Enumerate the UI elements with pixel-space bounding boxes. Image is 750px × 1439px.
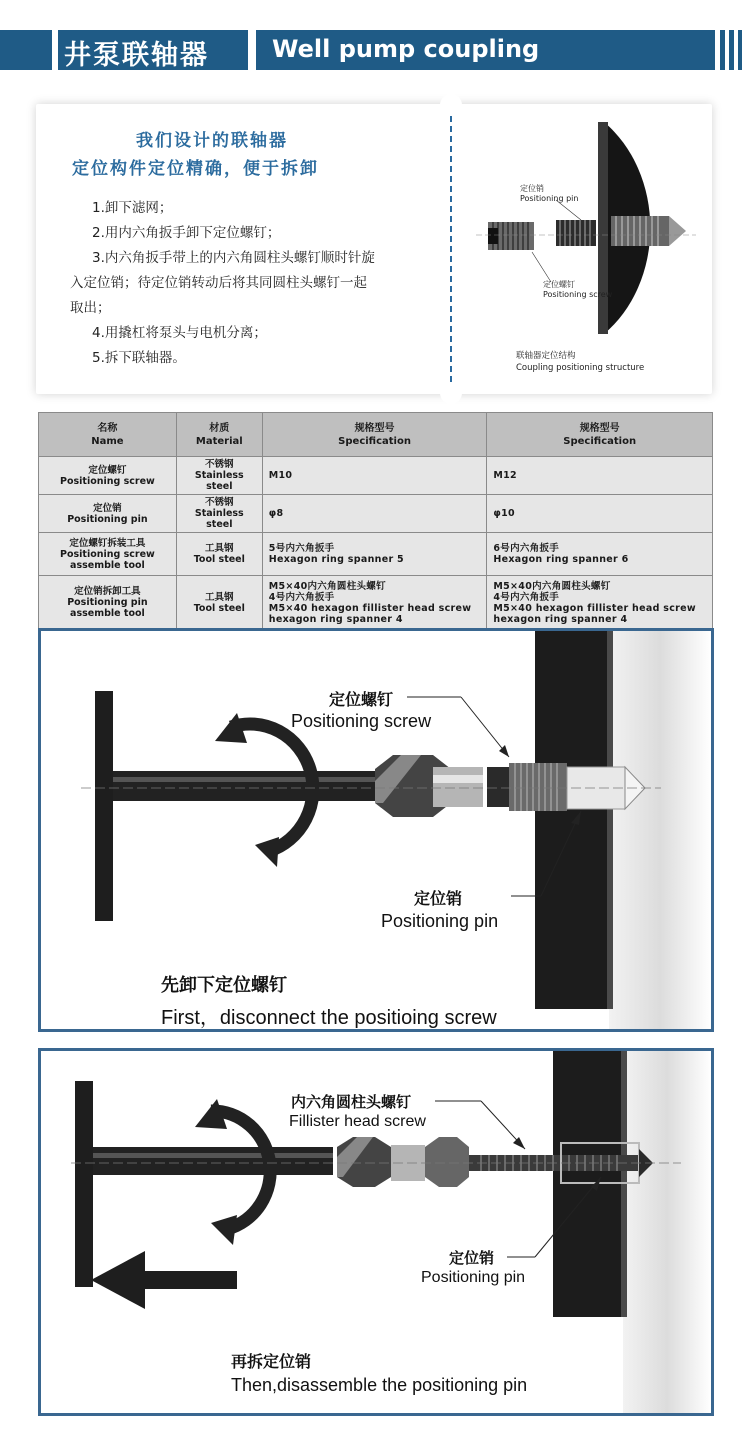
- cell-text: Stainless steel: [194, 508, 244, 530]
- header-en: Name: [91, 435, 124, 447]
- cell-text: 工具钢: [205, 591, 234, 603]
- step-item: 4.用撬杠将泵头与电机分离；: [92, 325, 267, 341]
- cell-text: Positioning pin assemble tool: [67, 597, 148, 619]
- cell-spec: [262, 533, 487, 576]
- header-spec: [262, 413, 487, 457]
- cell-text: hexagon ring spanner 4: [493, 613, 628, 625]
- table-header-row: [39, 413, 713, 457]
- cell-spec: [487, 457, 713, 495]
- cell-material: [176, 576, 262, 630]
- header-name: [39, 413, 177, 457]
- banner-stripe: [729, 30, 734, 70]
- pin-label-cn: 定位销: [520, 184, 544, 193]
- header-spec: [487, 413, 713, 457]
- step-item: 2.用内六角扳手卸下定位螺钉；: [92, 225, 281, 241]
- cell-text: 4号内六角扳手: [268, 591, 335, 603]
- cell-material: [176, 533, 262, 576]
- step2-pin-label-en: Positioning pin: [421, 1269, 526, 1286]
- cell-text: 定位螺钉拆装工具: [69, 537, 146, 549]
- header-cn: 名称: [97, 422, 118, 434]
- step-item: 3.内六角扳手带上的内六角圆柱头螺钉顺时针旋: [92, 250, 375, 266]
- diagram-label-screw: [543, 280, 612, 300]
- table-row: [39, 533, 713, 576]
- cell-spec: [262, 495, 487, 533]
- cell-text: Stainless steel: [194, 470, 244, 492]
- cell-text: Hexagon ring spanner 6: [493, 554, 629, 565]
- cell-text: M5×40内六角圆柱头螺钉: [493, 580, 611, 592]
- header-en: Specification: [338, 435, 411, 447]
- header-en: Material: [195, 435, 243, 447]
- cell-text: 定位销: [93, 502, 122, 514]
- cell-text: hexagon ring spanner 4: [268, 613, 403, 625]
- cell-spec: [262, 457, 487, 495]
- cell-text: 工具钢: [205, 543, 234, 554]
- screw-label-en: Positioning screw: [543, 290, 613, 299]
- page-title-cn: 井泵联轴器: [64, 40, 209, 71]
- cell-text: M5×40内六角圆柱头螺钉: [268, 580, 386, 592]
- cell-material: [176, 457, 262, 495]
- cell-spec: [262, 576, 487, 630]
- step1-instruction-en: First，disconnect the positioing screw: [161, 1007, 497, 1029]
- cell-name: [39, 533, 177, 576]
- intro-heading-line2: 定位构件定位精确，便于拆卸: [72, 159, 319, 179]
- cell-name: [39, 576, 177, 630]
- diagram-caption: [516, 350, 644, 374]
- header-banner: [0, 30, 750, 70]
- cell-spec: [487, 495, 713, 533]
- step-item: 取出；: [70, 300, 111, 316]
- step-item: 入定位销；待定位销转动后将其同圆柱头螺钉一起: [70, 275, 367, 291]
- header-material: [176, 413, 262, 457]
- cell-text: 4号内六角扳手: [493, 591, 560, 603]
- step1-pin-label-cn: 定位销: [414, 889, 463, 908]
- cell-text: Tool steel: [193, 602, 245, 614]
- step2-instruction-cn: 再拆定位销: [231, 1352, 312, 1371]
- caption-cn: 联轴器定位结构: [516, 351, 576, 361]
- step1-instruction-cn: 先卸下定位螺钉: [161, 975, 287, 996]
- cell-text: φ10: [493, 508, 515, 519]
- cell-name: [39, 495, 177, 533]
- spec-table: [38, 412, 713, 630]
- banner-gap: [248, 30, 256, 70]
- step2-panel: [38, 1048, 714, 1416]
- cell-name: [39, 457, 177, 495]
- diagram-label-pin: [520, 184, 578, 204]
- cell-text: 不锈钢: [205, 459, 234, 470]
- table-row: [39, 495, 713, 533]
- cell-text: M10: [268, 470, 293, 481]
- banner-stripe: [720, 30, 725, 70]
- cell-text: 6号内六角扳手: [493, 543, 560, 554]
- header-cn: 规格型号: [354, 422, 395, 434]
- banner-stripe: [738, 30, 742, 70]
- header-cn: 材质: [209, 422, 230, 434]
- step2-instruction-en: Then,disassemble the positioning pin: [231, 1375, 528, 1395]
- step1-screw-label-en: Positioning screw: [291, 711, 432, 731]
- cell-text: 定位销拆卸工具: [74, 586, 141, 597]
- step2-pin-label-cn: 定位销: [449, 1249, 495, 1267]
- screw-label-cn: 定位螺钉: [543, 280, 575, 289]
- cell-text: Hexagon ring spanner 5: [268, 554, 404, 565]
- cell-text: Tool steel: [193, 554, 245, 565]
- step1-screw-label-cn: 定位螺钉: [329, 690, 394, 709]
- cell-text: Positioning screw: [60, 475, 155, 487]
- cell-text: 定位螺钉: [88, 464, 127, 476]
- table-row: [39, 576, 713, 630]
- intro-card: [36, 104, 712, 394]
- banner-gap: [52, 30, 58, 70]
- step1-panel: [38, 628, 714, 1032]
- step2-screw-label-en: Fillister head screw: [289, 1113, 426, 1130]
- header-en: Specification: [563, 435, 637, 447]
- table-row: [39, 457, 713, 495]
- cell-text: 不锈钢: [205, 497, 234, 508]
- intro-heading-line1: 我们设计的联轴器: [136, 131, 288, 151]
- cell-text: M5×40 hexagon fillister head screw: [493, 602, 696, 614]
- cell-text: Positioning pin: [67, 513, 148, 525]
- caption-en: Coupling positioning structure: [516, 363, 645, 373]
- cell-text: M12: [493, 470, 517, 481]
- cell-text: M5×40 hexagon fillister head screw: [268, 602, 472, 614]
- step-item: 1.卸下滤网；: [92, 200, 173, 216]
- cell-text: Positioning screw assemble tool: [60, 548, 155, 571]
- step-item: 5.拆下联轴器。: [92, 350, 186, 366]
- cell-text: 5号内六角扳手: [268, 543, 335, 554]
- step2-screw-label-cn: 内六角圆柱头螺钉: [291, 1093, 412, 1111]
- cell-text: φ8: [268, 508, 284, 519]
- cell-spec: [487, 533, 713, 576]
- cell-spec: [487, 576, 713, 630]
- page-title-en: Well pump coupling: [272, 35, 540, 63]
- cell-material: [176, 495, 262, 533]
- step1-pin-label-en: Positioning pin: [381, 911, 499, 931]
- pin-label-en: Positioning pin: [520, 194, 579, 203]
- header-cn: 规格型号: [579, 422, 620, 434]
